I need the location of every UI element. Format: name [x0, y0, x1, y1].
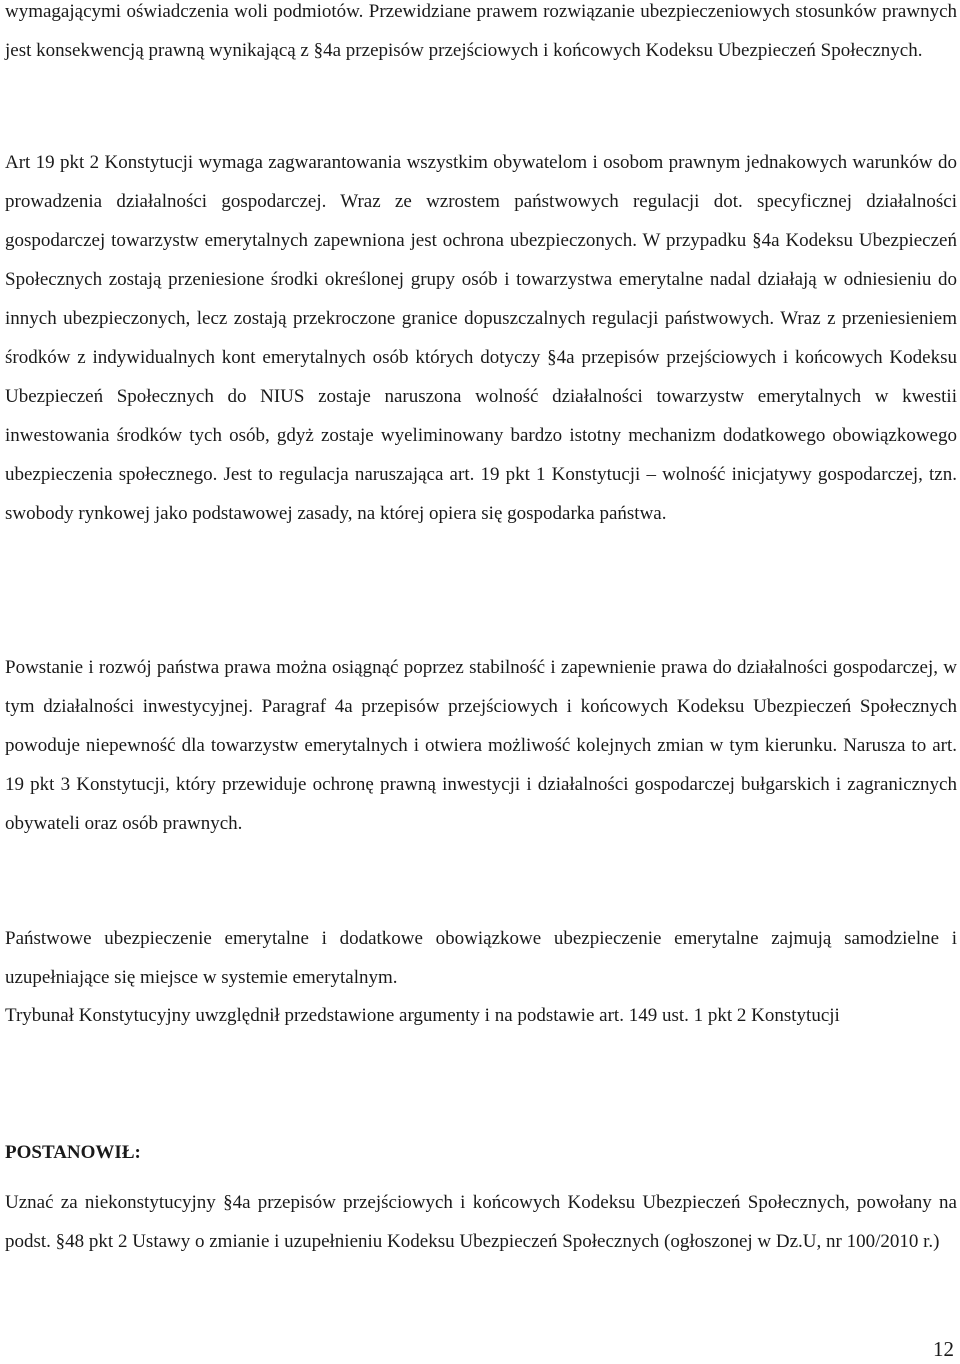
paragraph-article-19: Art 19 pkt 2 Konstytucji wymaga zagwarantowania wszystkim obywatelom i osobom prawnym jednakowych warunków do prowadzenia działalności gospodarczej. Wraz ze wzrostem państwowych regulacji dot. specyficznej działalności gospodarczej towarzystw emerytalnych zapewniona jest ochrona ubezpieczonych. W przypadku §4a Kodeksu Ubezpieczeń Społecznych zostają przeniesione środki określonej grupy osób i towarzystwa emerytalne nadal działają w odniesieniu do innych ubezpieczonych, lecz zostają przekroczone granice dopuszczalnych regulacji państwowych. Wraz z przeniesieniem środków z indywidualnych kont emerytalnych osób których dotyczy §4a przepisów przejściowych i końcowych Kodeksu Ubezpieczeń Społecznych do NIUS zostaje naruszona wolność działalności towarzystw emerytalnych w kwestii inwestowania środków tych osób, gdyż zostaje wyeliminowany bardzo istotny mechanizm dodatkowego obowiązkowego ubezpieczenia społecznego. Jest to regulacja naruszająca art. 19 pkt 1 Konstytucji – wolność inicjatywy gospodarczej, tzn. swobody rynkowej jako podstawowej zasady, na której opiera się gospodarka państwa. — [5, 152, 957, 524]
paragraph-tribunal: Trybunał Konstytucyjny uwzględnił przedstawione argumenty i na podstawie art. 149 ust. 1 pkt 2 Konstytucji — [5, 1005, 840, 1026]
paragraph-pension-insurance: Państwowe ubezpieczenie emerytalne i dodatkowe obowiązkowe ubezpieczenie emerytalne zajmują samodzielne i uzupełniające się miejsce w systemie emerytalnym. — [5, 928, 957, 988]
paragraph-continuation: wymagającymi oświadczenia woli podmiotów. Przewidziane prawem rozwiązanie ubezpieczeniowych stosunków prawnych jest konsekwencją prawną wynikającą z §4a przepisów przejściowych i końcowych Kodeksu Ubezpieczeń Społecznych. — [5, 1, 957, 61]
paragraph-rule-of-law: Powstanie i rozwój państwa prawa można osiągnąć poprzez stabilność i zapewnienie prawa do działalności gospodarczej, w tym działalności inwestycyjnej. Paragraf 4a przepisów przejściowych i końcowych Kodeksu Ubezpieczeń Społecznych powoduje niepewność dla towarzystw emerytalnych i otwiera możliwość kolejnych zmian w tym kierunku. Narusza to art. 19 pkt 3 Konstytucji, który przewiduje ochronę prawną inwestycji i działalności gospodarczej bułgarskich i zagranicznych obywateli oraz osób prawnych. — [5, 657, 957, 834]
decision-heading: POSTANOWIŁ: — [5, 1142, 141, 1163]
paragraph-decision: Uznać za niekonstytucyjny §4a przepisów przejściowych i końcowych Kodeksu Ubezpieczeń Społecznych, powołany na podst. §48 pkt 2 Ustawy o zmianie i uzupełnieniu Kodeksu Ubezpieczeń Społecznych (ogłoszonej w Dz.U, nr 100/2010 r.) — [5, 1192, 957, 1252]
page-number: 12 — [933, 1337, 954, 1361]
